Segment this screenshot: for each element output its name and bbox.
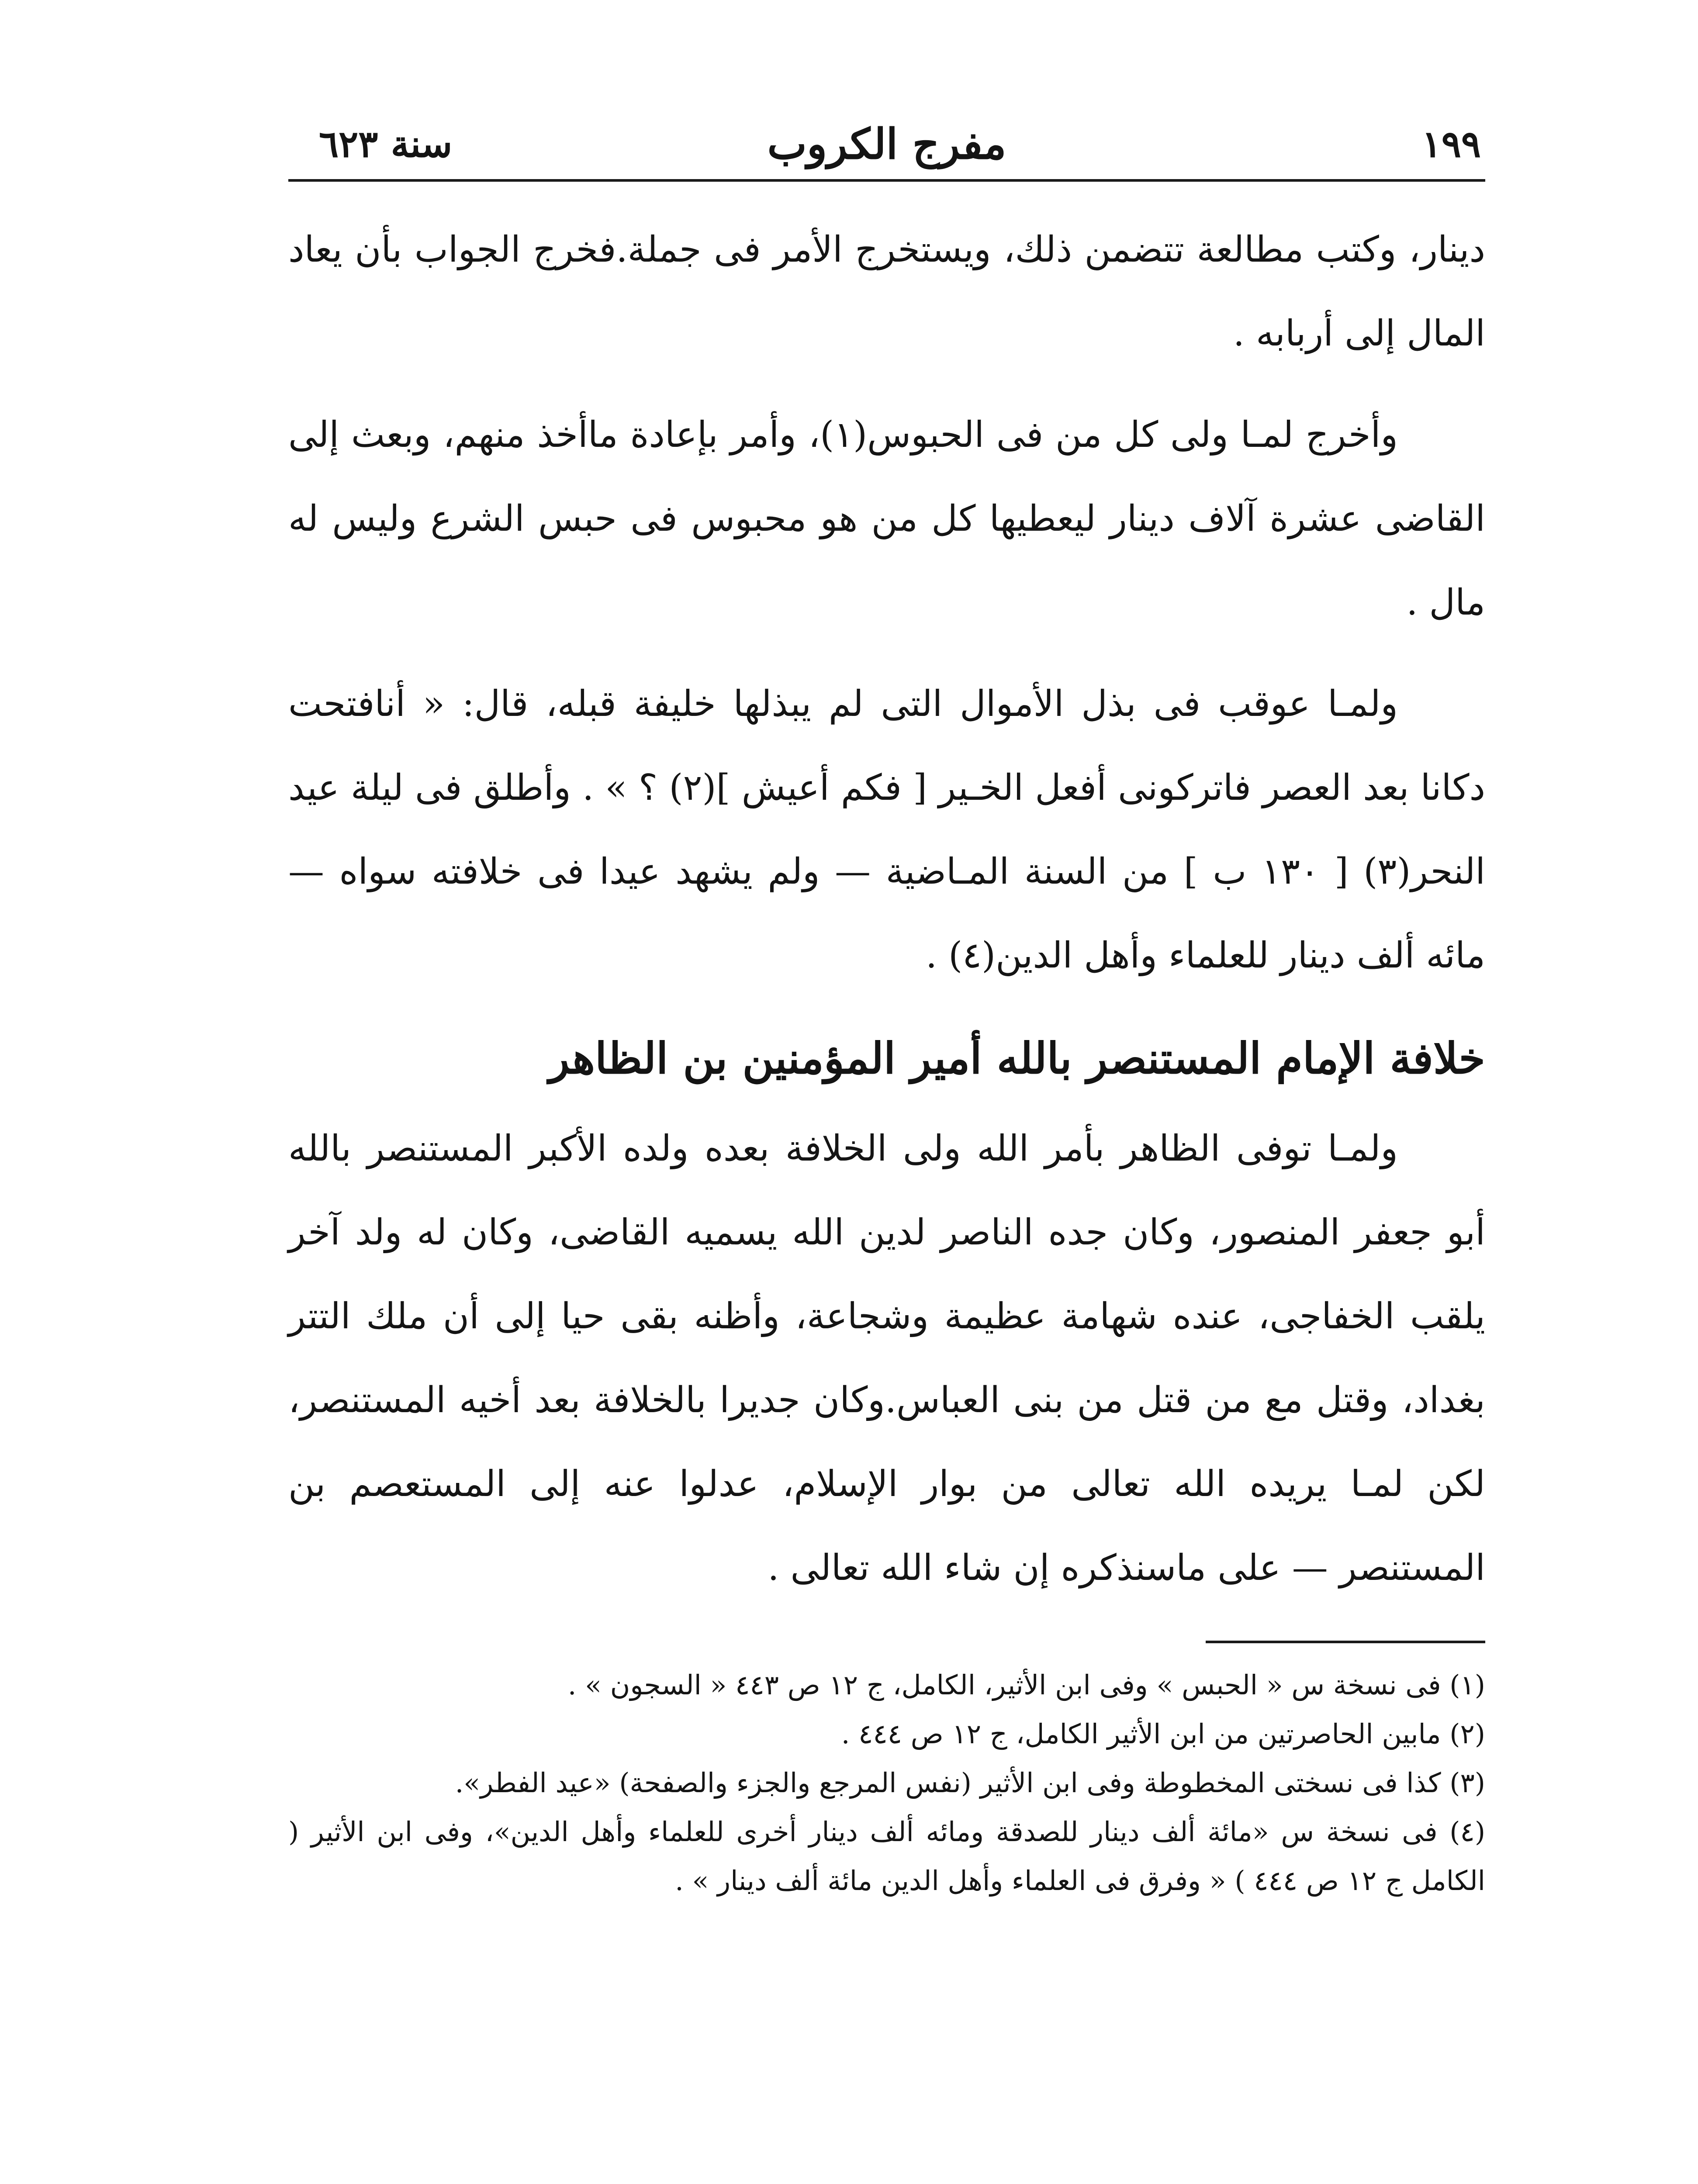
footnote-4: (٤) فى نسخة س «مائة ألف دينار للصدقة ومائه ألف دينار أخرى للعلماء وأهل الدين»، وفى ابن الأثير ( الكامل ج ١٢ ص ٤٤٤ ) « وفرق فى العلماء وأهل الدين مائة ألف دينار » . bbox=[288, 1816, 1486, 1897]
main-text bbox=[288, 208, 1485, 1610]
running-header bbox=[288, 109, 1485, 182]
page-number: ١٩٩ bbox=[1421, 122, 1481, 166]
footnote-2: (٢) مابين الحاصرتين من ابن الأثير الكامل، ج ١٢ ص ٤٤٤ . bbox=[841, 1718, 1485, 1750]
footnote-1: (١) فى نسخة س « الحبس » وفى ابن الأثير، الكامل، ج ١٢ ص ٤٤٣ « السجون » . bbox=[567, 1669, 1485, 1701]
book-title: مفرج الكروب bbox=[767, 119, 1006, 169]
footnote-3: (٣) كذا فى نسختى المخطوطة وفى ابن الأثير (نفس المرجع والجزء والصفحة) «عيد الفطر». bbox=[455, 1767, 1485, 1799]
paragraph-1: دينار، وكتب مطالعة تتضمن ذلك، ويستخرج الأمر فى جملة.فخرج الجواب بأن يعاد المال إلى أربابه . bbox=[288, 229, 1485, 354]
book-page bbox=[288, 109, 1485, 2184]
section-paragraph-1: ولمـا توفى الظاهر بأمر الله ولى الخلافة بعده ولده الأكبر المستنصر بالله أبو جعفر المنصور، وكان جده الناصر لدين الله يسميه القاضى، وكان له ولد آخر يلقب الخفاجى، عنده شهامة عظيمة وشجاعة، وأظنه بقى حيا إلى أن ملك التتر بغداد، وقتل مع من قتل من بنى العباس.وكان جديرا بالخلافة بعد أخيه المستنصر، لكن لمـا يريده الله تعالى من بوار الإسلام، عدلوا عنه إلى المستعصم بن المستنصر — على ماسنذكره إن شاء الله تعالى . bbox=[288, 1128, 1485, 1589]
footnotes bbox=[288, 1661, 1485, 1905]
paragraph-2: وأخرج لمـا ولى كل من فى الحبوس(١)، وأمر بإعادة ماأخذ منهم، وبعث إلى القاضى عشرة آلاف دينار ليعطيها كل من هو محبوس فى حبس الشرع وليس له مال . bbox=[288, 414, 1485, 623]
paragraph-3: ولمـا عوقب فى بذل الأموال التى لم يبذلها خليفة قبله، قال: « أنافتحت دكانا بعد العصر فاتركونى أفعل الخـير [ فكم أعيش ](٢) ؟ » . وأطلق فى ليلة عيد النحر(٣) [ ١٣٠ ب ] من السنة المـاضية — ولم يشهد عيدا فى خلافته سواه — مائه ألف دينار للعلماء وأهل الدين(٤) . bbox=[288, 683, 1485, 976]
section-heading: خلافة الإمام المستنصر بالله أمير المؤمنين بن الظاهر bbox=[549, 1033, 1485, 1084]
year-label: سنة ٦٢٣ bbox=[319, 122, 453, 166]
footnote-divider bbox=[1206, 1641, 1485, 1643]
